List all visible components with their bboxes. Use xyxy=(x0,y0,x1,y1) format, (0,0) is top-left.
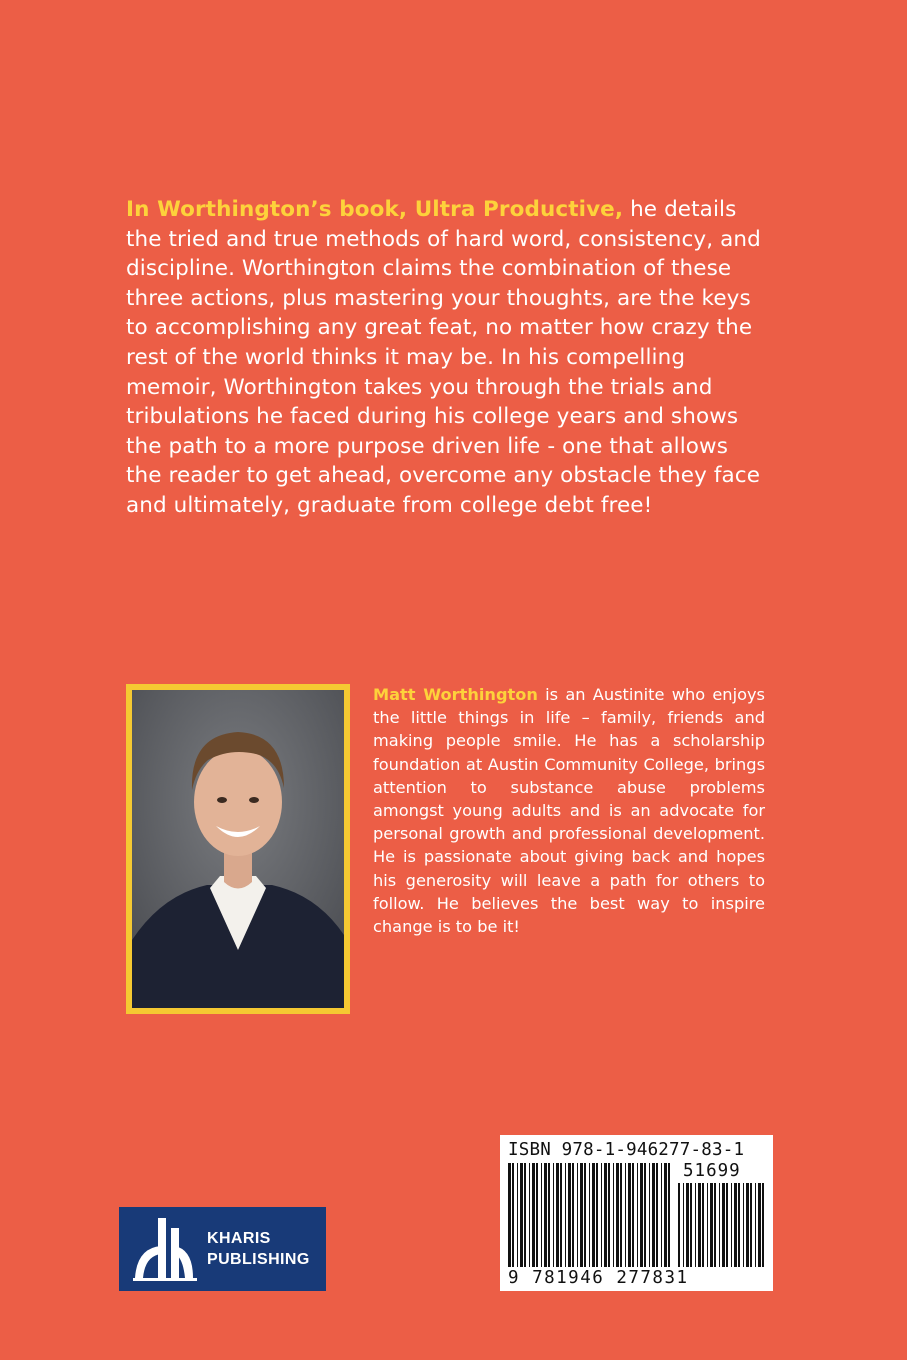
barcode-bar xyxy=(726,1183,728,1267)
author-bio xyxy=(373,683,765,938)
barcode-bar xyxy=(661,1163,662,1267)
barcode-bar xyxy=(652,1163,655,1267)
barcode-bar xyxy=(556,1163,559,1267)
barcode-bar xyxy=(589,1163,590,1267)
barcode-bar xyxy=(746,1183,749,1267)
barcode-bar xyxy=(632,1163,634,1267)
barcode-bar xyxy=(625,1163,626,1267)
barcode-bar xyxy=(722,1183,725,1267)
bio-text: is an Austinite who enjoys the little things in life – family, friends and making people smile. He has a scholarship foundation at Austin Community College, brings attention to substance abuse problems amongst young adults and is an advocate for personal growth and professional development. He is passionate about giving back and hopes his generosity will leave a path for others to follow. He believes the best way to inspire change is to be it! xyxy=(373,685,765,937)
barcode-bar xyxy=(508,1163,511,1267)
barcode-bar xyxy=(584,1163,586,1267)
barcode-bar xyxy=(548,1163,550,1267)
barcode-bar xyxy=(714,1183,716,1267)
barcode-bar xyxy=(520,1163,523,1267)
barcode-bar xyxy=(532,1163,535,1267)
barcode-bar xyxy=(620,1163,622,1267)
barcode-bar xyxy=(664,1163,667,1267)
barcode-bar xyxy=(743,1183,744,1267)
publisher-name xyxy=(207,1228,310,1270)
addon-barcode-bars xyxy=(678,1183,766,1267)
barcode-bar xyxy=(750,1183,752,1267)
barcode-bar xyxy=(613,1163,614,1267)
barcode-bar xyxy=(640,1163,643,1267)
barcode-bar xyxy=(553,1163,554,1267)
barcode-bar xyxy=(683,1183,684,1267)
blurb-text: he details the tried and true methods of hard word, consistency, and discipline. Worthington claims the combination of these three actions, plus mastering your thoughts, are the keys to accomplishing any great feat, no matter how crazy the rest of the world thinks it may be. In his compelling memoir, Worthington takes you through the trials and tribulations he faced during his college years and shows the path to a more purpose driven life - one that allows the reader to get ahead, overcome any obstacle they face and ultimately, graduate from college debt free! xyxy=(126,197,761,518)
addon-number: 51699 xyxy=(683,1161,741,1181)
building-arch-icon xyxy=(131,1214,201,1284)
barcode-bar xyxy=(678,1183,680,1267)
publisher-line2: PUBLISHING xyxy=(207,1251,310,1268)
barcode-bar xyxy=(608,1163,610,1267)
barcode-bar xyxy=(596,1163,598,1267)
barcode-bar xyxy=(719,1183,720,1267)
barcode-bar xyxy=(668,1163,670,1267)
barcode-bar xyxy=(755,1183,756,1267)
barcode-bar xyxy=(686,1183,689,1267)
blurb-highlight: In Worthington’s book, Ultra Productive, xyxy=(126,197,624,222)
barcode-bar xyxy=(628,1163,631,1267)
barcode-bar xyxy=(592,1163,595,1267)
barcode-bar xyxy=(762,1183,764,1267)
barcode-bar xyxy=(734,1183,737,1267)
barcode-bar xyxy=(536,1163,538,1267)
isbn-barcode xyxy=(500,1135,773,1291)
barcode-bar xyxy=(758,1183,761,1267)
barcode-bar xyxy=(517,1163,518,1267)
barcode-bar xyxy=(572,1163,574,1267)
barcode-bar xyxy=(568,1163,571,1267)
barcode-bar xyxy=(656,1163,658,1267)
barcode-bar xyxy=(604,1163,607,1267)
barcode-bar xyxy=(698,1183,701,1267)
isbn-number: ISBN 978-1-946277-83-1 xyxy=(508,1140,745,1160)
publisher-line1: KHARIS xyxy=(207,1230,271,1247)
barcode-bar xyxy=(541,1163,542,1267)
publisher-logo xyxy=(119,1207,326,1291)
barcode-bar xyxy=(601,1163,602,1267)
ean-barcode-bars xyxy=(508,1163,672,1267)
barcode-bar xyxy=(580,1163,583,1267)
barcode-bar xyxy=(710,1183,713,1267)
author-name: Matt Worthington xyxy=(373,685,538,704)
barcode-bar xyxy=(512,1163,514,1267)
barcode-bar xyxy=(731,1183,732,1267)
barcode-bar xyxy=(644,1163,646,1267)
barcode-bar xyxy=(649,1163,650,1267)
ean-number: 9 781946 277831 xyxy=(508,1268,689,1288)
barcode-bar xyxy=(560,1163,562,1267)
barcode-bar xyxy=(695,1183,696,1267)
author-photo xyxy=(126,684,350,1014)
back-cover-blurb xyxy=(126,195,766,521)
barcode-bar xyxy=(637,1163,638,1267)
barcode-bar xyxy=(544,1163,547,1267)
barcode-bar xyxy=(577,1163,578,1267)
barcode-bar xyxy=(616,1163,619,1267)
barcode-bar xyxy=(524,1163,526,1267)
barcode-bar xyxy=(702,1183,704,1267)
barcode-bar xyxy=(565,1163,566,1267)
barcode-bar xyxy=(690,1183,692,1267)
barcode-bar xyxy=(738,1183,740,1267)
barcode-bar xyxy=(707,1183,708,1267)
barcode-bar xyxy=(529,1163,530,1267)
author-portrait-image xyxy=(132,690,344,1008)
